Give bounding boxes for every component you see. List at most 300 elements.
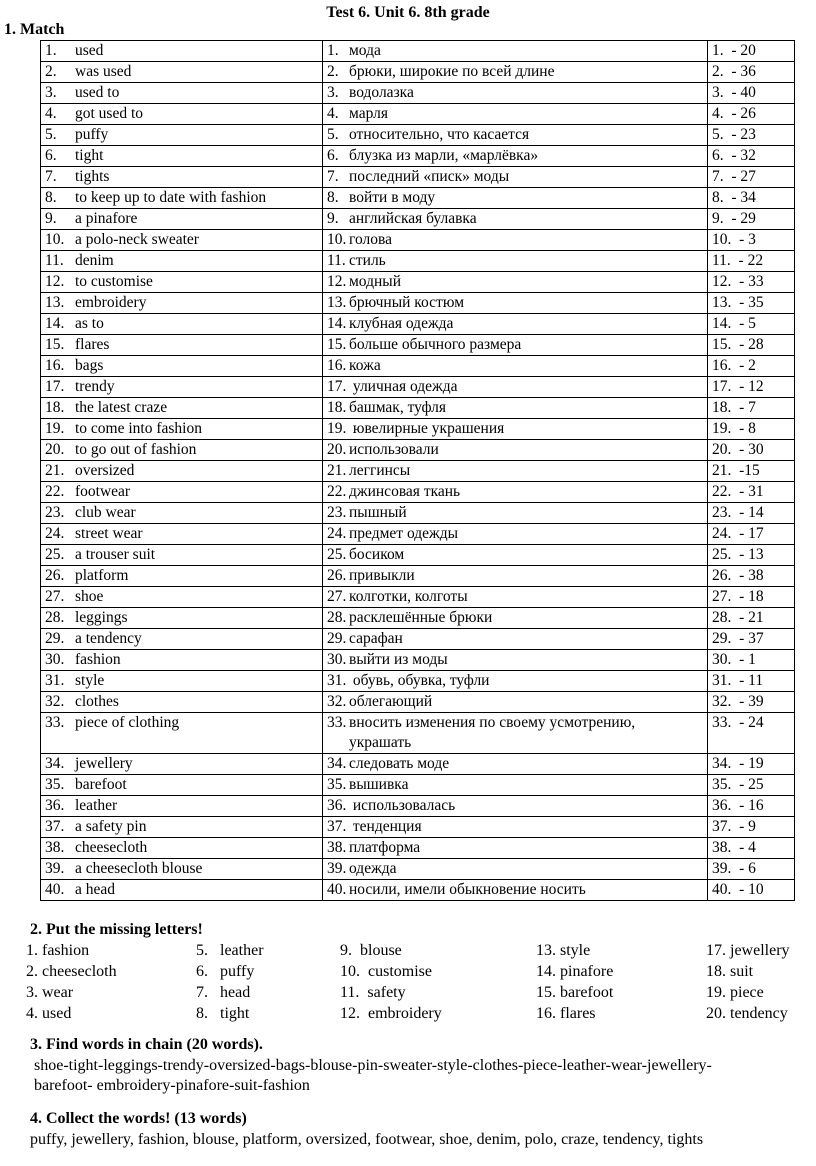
english-term: a pinafore (75, 210, 138, 227)
english-term: bags (75, 357, 104, 374)
english-term: shoe (75, 588, 104, 605)
answer-cell: 33. - 24 (708, 713, 795, 754)
russian-term: использовалась (349, 797, 456, 814)
russian-term-cell (323, 419, 708, 440)
term-number: 30. (45, 651, 65, 668)
letters-word: 3. wear (26, 984, 74, 1001)
russian-term-cell (323, 398, 708, 419)
russian-term: колготки, колготы (349, 588, 468, 605)
letters-row (26, 940, 806, 961)
answer-cell: 34. - 19 (708, 754, 795, 775)
table-row (41, 838, 795, 859)
table-row (41, 524, 795, 545)
term-number: 4. (327, 105, 339, 122)
term-number: 22. (45, 483, 65, 500)
term-number: 36. (327, 797, 347, 814)
russian-term: тенденция (349, 818, 422, 835)
term-number: 25. (327, 546, 347, 563)
term-number: 38. (327, 839, 347, 856)
table-row (41, 377, 795, 398)
term-number: 5. (45, 126, 57, 143)
term-number: 12. (327, 273, 347, 290)
english-term: platform (75, 567, 129, 584)
russian-term: войти в моду (349, 189, 436, 206)
answer-cell: 37. - 9 (708, 817, 795, 838)
answer-cell: 28. - 21 (708, 608, 795, 629)
term-number: 11. (327, 252, 346, 269)
answer-cell: 13. - 35 (708, 293, 795, 314)
english-term-cell (41, 524, 323, 545)
english-term-cell (41, 629, 323, 650)
table-row (41, 440, 795, 461)
term-number: 28. (45, 609, 65, 626)
term-number: 30. (327, 651, 347, 668)
term-number: 32. (45, 693, 65, 710)
english-term-cell (41, 461, 323, 482)
term-number: 39. (45, 860, 65, 877)
english-term-cell (41, 419, 323, 440)
english-term: to go out of fashion (75, 441, 197, 458)
russian-term: больше обычного размера (349, 336, 522, 353)
answer-cell: 4. - 26 (708, 104, 795, 125)
table-row (41, 713, 795, 754)
english-term-cell (41, 377, 323, 398)
russian-term-cell (323, 608, 708, 629)
english-term-cell (41, 608, 323, 629)
russian-term: привыкли (349, 567, 415, 584)
russian-term: одежда (349, 860, 397, 877)
letters-row (26, 1003, 806, 1024)
table-row (41, 880, 795, 901)
english-term-cell (41, 251, 323, 272)
table-row (41, 62, 795, 83)
russian-term-cell (323, 629, 708, 650)
english-term-cell (41, 230, 323, 251)
english-term-cell (41, 796, 323, 817)
term-number: 2. (45, 63, 57, 80)
russian-term-cell (323, 775, 708, 796)
answer-cell: 2. - 36 (708, 62, 795, 83)
english-term-cell (41, 167, 323, 188)
letters-word: 15. barefoot (536, 984, 614, 1001)
english-term-cell (41, 817, 323, 838)
english-term: tights (75, 168, 110, 185)
russian-term: голова (349, 231, 392, 248)
english-term: a head (75, 881, 116, 898)
table-row (41, 314, 795, 335)
table-row (41, 754, 795, 775)
russian-term: следовать моде (349, 755, 450, 772)
table-row (41, 692, 795, 713)
english-term-cell (41, 314, 323, 335)
term-number: 37. (327, 818, 347, 835)
english-term-cell (41, 503, 323, 524)
english-term-cell (41, 545, 323, 566)
russian-term: ювелирные украшения (349, 420, 505, 437)
term-number: 35. (327, 776, 347, 793)
english-term: a safety pin (75, 818, 147, 835)
russian-term: блузка из марли, «марлёвка» (349, 147, 539, 164)
term-number: 14. (45, 315, 65, 332)
table-row (41, 775, 795, 796)
english-term-cell (41, 440, 323, 461)
russian-term-cell (323, 587, 708, 608)
term-number: 40. (327, 881, 347, 898)
term-number: 24. (327, 525, 347, 542)
answer-cell: 8. - 34 (708, 188, 795, 209)
russian-term: расклешённые брюки (349, 609, 493, 626)
table-row (41, 167, 795, 188)
english-term-cell (41, 713, 323, 754)
table-row (41, 629, 795, 650)
answer-cell: 29. - 37 (708, 629, 795, 650)
answer-cell: 16. - 2 (708, 356, 795, 377)
letters-word: 10. customise (340, 963, 432, 980)
english-term: tight (75, 147, 104, 164)
answer-cell: 35. - 25 (708, 775, 795, 796)
letters-word: 19. piece (706, 984, 764, 1001)
russian-term-cell (323, 880, 708, 901)
table-row (41, 587, 795, 608)
russian-term: предмет одежды (349, 525, 459, 542)
russian-term-cell (323, 62, 708, 83)
russian-term: вышивка (349, 776, 409, 793)
term-number: 9. (45, 210, 57, 227)
english-term-cell (41, 671, 323, 692)
term-number: 35. (45, 776, 65, 793)
page-title: Test 6. Unit 6. 8th grade (326, 4, 490, 21)
letters-word: 11. safety (340, 984, 406, 1001)
term-number: 26. (327, 567, 347, 584)
word-chain-line-1: shoe-tight-leggings-trendy-oversized-bags-blouse-pin-sweater-style-clothes-piece-leather-wear-jewellery- (34, 1057, 712, 1074)
term-number: 24. (45, 525, 65, 542)
russian-term: водолазка (349, 84, 414, 101)
term-number: 13. (45, 294, 65, 311)
english-term: fashion (75, 651, 121, 668)
answer-cell: 39. - 6 (708, 859, 795, 880)
term-number: 1. (327, 42, 339, 59)
russian-term: мода (349, 42, 381, 59)
english-term: flares (75, 336, 110, 353)
table-row (41, 125, 795, 146)
russian-term-cell (323, 796, 708, 817)
russian-term: башмак, туфля (349, 399, 447, 416)
english-term: club wear (75, 504, 136, 521)
russian-term: босиком (349, 546, 405, 563)
term-number: 19. (327, 420, 347, 437)
answer-cell: 24. - 17 (708, 524, 795, 545)
letters-word: 8. tight (196, 1005, 250, 1022)
term-number: 21. (327, 462, 347, 479)
table-row (41, 41, 795, 62)
letters-row (26, 961, 806, 982)
answer-cell: 26. - 38 (708, 566, 795, 587)
table-row (41, 356, 795, 377)
term-number: 23. (45, 504, 65, 521)
english-term-cell (41, 566, 323, 587)
russian-term-cell (323, 146, 708, 167)
term-number: 21. (45, 462, 65, 479)
russian-term: брючный костюм (349, 294, 465, 311)
answer-cell: 30. - 1 (708, 650, 795, 671)
russian-term-cell (323, 230, 708, 251)
term-number: 39. (327, 860, 347, 877)
russian-term-cell (323, 566, 708, 587)
answer-cell: 6. - 32 (708, 146, 795, 167)
table-row (41, 419, 795, 440)
english-term: barefoot (75, 776, 127, 793)
answer-cell: 27. - 18 (708, 587, 795, 608)
english-term-cell (41, 754, 323, 775)
term-number: 28. (327, 609, 347, 626)
english-term: the latest craze (75, 399, 168, 416)
english-term-cell (41, 293, 323, 314)
table-row (41, 146, 795, 167)
missing-letters-grid (26, 940, 806, 1024)
answer-cell: 17. - 12 (708, 377, 795, 398)
term-number: 3. (45, 84, 57, 101)
letters-word: 17. jewellery (706, 942, 790, 959)
table-row (41, 566, 795, 587)
answer-cell: 15. - 28 (708, 335, 795, 356)
letters-word: 13. style (536, 942, 591, 959)
term-number: 15. (327, 336, 347, 353)
english-term: style (75, 672, 105, 689)
english-term: puffy (75, 126, 109, 143)
section-3-heading: 3. Find words in chain (20 words). (30, 1036, 263, 1053)
letters-word: 5. leather (196, 942, 264, 959)
russian-term-cell (323, 503, 708, 524)
english-term-cell (41, 692, 323, 713)
table-row (41, 608, 795, 629)
russian-term-cell (323, 482, 708, 503)
term-number: 32. (327, 693, 347, 710)
table-row (41, 230, 795, 251)
term-number: 4. (45, 105, 57, 122)
russian-term-cell (323, 545, 708, 566)
russian-term: относительно, что касается (349, 126, 530, 143)
answer-cell: 36. - 16 (708, 796, 795, 817)
russian-term: стиль (349, 252, 386, 269)
russian-term: уличная одежда (349, 378, 458, 395)
english-term: leather (75, 797, 118, 814)
answer-cell: 20. - 30 (708, 440, 795, 461)
russian-term-cell (323, 461, 708, 482)
term-number: 18. (45, 399, 65, 416)
english-term-cell (41, 650, 323, 671)
table-row (41, 104, 795, 125)
english-term: used to (75, 84, 120, 101)
english-term: denim (75, 252, 114, 269)
russian-term-cell (323, 41, 708, 62)
term-number: 9. (327, 210, 339, 227)
match-table-body (41, 41, 795, 901)
english-term: to come into fashion (75, 420, 202, 437)
term-number: 18. (327, 399, 347, 416)
english-term: a cheesecloth blouse (75, 860, 203, 877)
term-number: 3. (327, 84, 339, 101)
table-row (41, 671, 795, 692)
answer-cell: 38. - 4 (708, 838, 795, 859)
answer-cell: 1. - 20 (708, 41, 795, 62)
answer-cell: 7. - 27 (708, 167, 795, 188)
russian-term: обувь, обувка, туфли (349, 672, 490, 689)
table-row (41, 188, 795, 209)
english-term: got used to (75, 105, 144, 122)
english-term: to customise (75, 273, 153, 290)
russian-term-cell (323, 209, 708, 230)
term-number: 31. (45, 672, 65, 689)
russian-term-cell (323, 167, 708, 188)
term-number: 2. (327, 63, 339, 80)
table-row (41, 461, 795, 482)
russian-term-cell (323, 440, 708, 461)
english-term: a tendency (75, 630, 142, 647)
term-number: 33. (327, 714, 347, 731)
russian-term-cell (323, 671, 708, 692)
english-term-cell (41, 356, 323, 377)
english-term: street wear (75, 525, 143, 542)
table-row (41, 796, 795, 817)
english-term-cell (41, 188, 323, 209)
term-number: 20. (45, 441, 65, 458)
section-1-heading: 1. Match (4, 21, 65, 38)
term-number: 6. (327, 147, 339, 164)
section-2-heading: 2. Put the missing letters! (30, 921, 203, 938)
english-term-cell (41, 41, 323, 62)
answer-cell: 21. -15 (708, 461, 795, 482)
term-number: 29. (327, 630, 347, 647)
russian-term: джинсовая ткань (349, 483, 461, 500)
russian-term: модный (349, 273, 402, 290)
english-term-cell (41, 398, 323, 419)
russian-term: брюки, широкие по всей длине (349, 63, 555, 80)
letters-word: 14. pinafore (536, 963, 614, 980)
table-row (41, 545, 795, 566)
russian-term-cell (323, 713, 708, 754)
english-term: embroidery (75, 294, 147, 311)
term-number: 20. (327, 441, 347, 458)
english-term-cell (41, 146, 323, 167)
russian-term: кожа (349, 357, 381, 374)
term-number: 7. (327, 168, 339, 185)
english-term: was used (75, 63, 132, 80)
russian-term: английская булавка (349, 210, 477, 227)
letters-word: 12. embroidery (340, 1005, 442, 1022)
russian-term: вносить изменения по своему усмотрению, украшать (349, 714, 640, 751)
term-number: 10. (45, 231, 65, 248)
answer-cell: 14. - 5 (708, 314, 795, 335)
table-row (41, 209, 795, 230)
russian-term-cell (323, 859, 708, 880)
russian-term-cell (323, 83, 708, 104)
russian-term-cell (323, 754, 708, 775)
english-term: used (75, 42, 104, 59)
term-number: 37. (45, 818, 65, 835)
term-number: 34. (45, 755, 65, 772)
term-number: 16. (45, 357, 65, 374)
russian-term-cell (323, 817, 708, 838)
term-number: 31. (327, 672, 347, 689)
russian-term: последний «писк» моды (349, 168, 510, 185)
russian-term-cell (323, 692, 708, 713)
answer-cell: 23. - 14 (708, 503, 795, 524)
letters-word: 18. suit (706, 963, 754, 980)
term-number: 5. (327, 126, 339, 143)
russian-term-cell (323, 188, 708, 209)
term-number: 16. (327, 357, 347, 374)
term-number: 27. (45, 588, 65, 605)
english-term: jewellery (75, 755, 133, 772)
russian-term: сарафан (349, 630, 403, 647)
russian-term-cell (323, 335, 708, 356)
russian-term: клубная одежда (349, 315, 454, 332)
letters-word: 1. fashion (26, 942, 90, 959)
term-number: 15. (45, 336, 65, 353)
answer-cell: 9. - 29 (708, 209, 795, 230)
letters-word: 4. used (26, 1005, 72, 1022)
english-term: as to (75, 315, 104, 332)
answer-cell: 12. - 33 (708, 272, 795, 293)
term-number: 17. (45, 378, 65, 395)
english-term-cell (41, 859, 323, 880)
english-term-cell (41, 272, 323, 293)
term-number: 8. (327, 189, 339, 206)
term-number: 14. (327, 315, 347, 332)
term-number: 33. (45, 714, 65, 731)
russian-term: пышный (349, 504, 407, 521)
answer-cell: 3. - 40 (708, 83, 795, 104)
term-number: 19. (45, 420, 65, 437)
table-row (41, 272, 795, 293)
english-term: a trouser suit (75, 546, 156, 563)
english-term-cell (41, 838, 323, 859)
english-term: a polo-neck sweater (75, 231, 199, 248)
english-term-cell (41, 880, 323, 901)
term-number: 13. (327, 294, 347, 311)
term-number: 27. (327, 588, 347, 605)
term-number: 7. (45, 168, 57, 185)
russian-term: леггинсы (349, 462, 411, 479)
letters-word: 6. puffy (196, 963, 255, 980)
table-row (41, 83, 795, 104)
russian-term-cell (323, 314, 708, 335)
term-number: 22. (327, 483, 347, 500)
answer-cell: 18. - 7 (708, 398, 795, 419)
term-number: 1. (45, 42, 57, 59)
term-number: 26. (45, 567, 65, 584)
term-number: 34. (327, 755, 347, 772)
russian-term: использовали (349, 441, 439, 458)
english-term-cell (41, 209, 323, 230)
term-number: 36. (45, 797, 65, 814)
english-term: piece of clothing (75, 714, 180, 731)
term-number: 6. (45, 147, 57, 164)
english-term-cell (41, 335, 323, 356)
russian-term-cell (323, 356, 708, 377)
russian-term-cell (323, 104, 708, 125)
term-number: 38. (45, 839, 65, 856)
answer-cell: 19. - 8 (708, 419, 795, 440)
english-term-cell (41, 83, 323, 104)
english-term-cell (41, 62, 323, 83)
english-term: cheesecloth (75, 839, 148, 856)
answer-cell: 25. - 13 (708, 545, 795, 566)
term-number: 23. (327, 504, 347, 521)
russian-term: выйти из моды (349, 651, 448, 668)
letters-word: 7. head (196, 984, 251, 1001)
letters-word: 2. cheesecloth (26, 963, 117, 980)
